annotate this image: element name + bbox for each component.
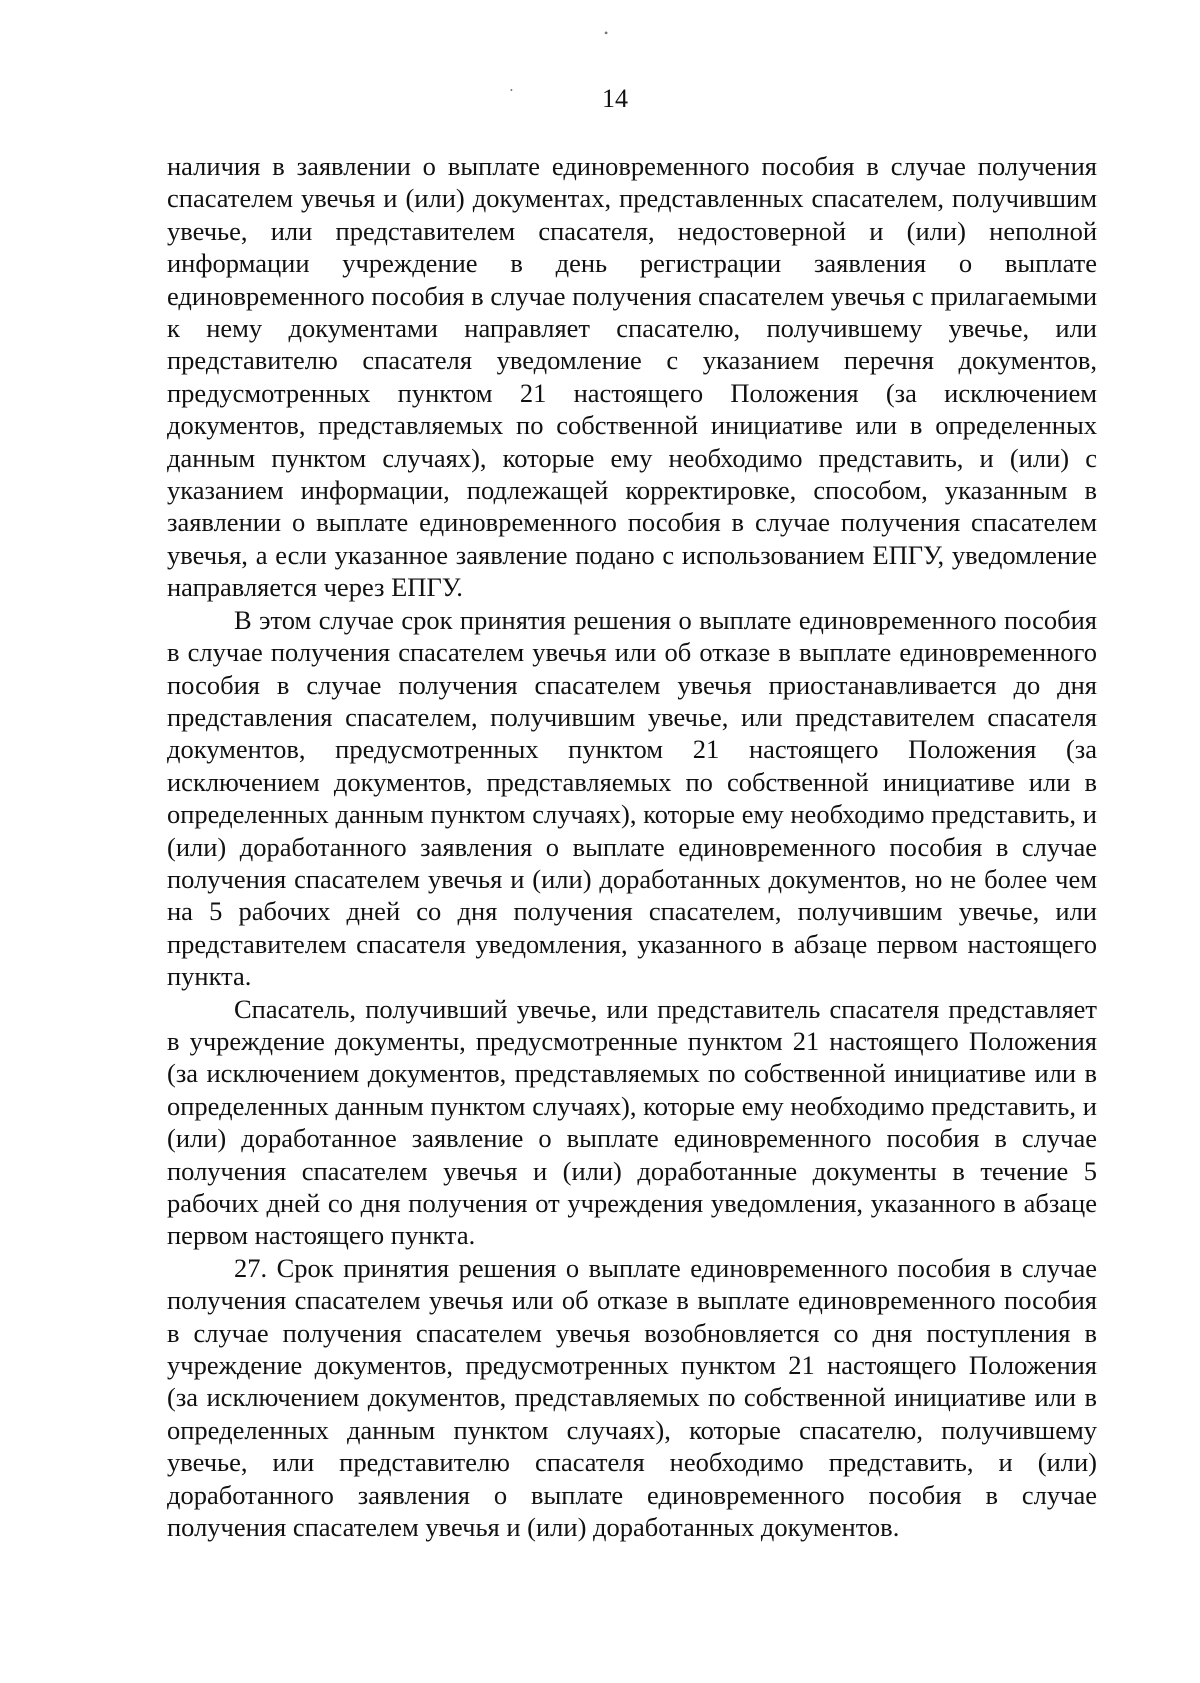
document-body [167, 150, 1097, 1543]
paragraph-suspension-term: В этом случае срок принятия решения о выплате единовременного пособия в случае получения спасателем увечья или об отказе в выплате единовременного пособия в случае получения спасателем увечья приостанавливается до дня представления спасателем, получившим увечье, или представителем спасателя документов, предусмотренных пунктом 21 настоящего Положения (за исключением документов, представляемых по собственной инициативе или в определенных данным пунктом случаях), которые ему необходимо представить, и (или) доработанного заявления о выплате единовременного пособия в случае получения спасателем увечья и (или) доработанных документов, но не более чем на 5 рабочих дней со дня получения спасателем, получившим увечье, или представителем спасателя уведомления, указанного в абзаце первом настоящего пункта. [167, 604, 1097, 992]
paragraph-continued: наличия в заявлении о выплате единовременного пособия в случае получения спасателем увечья и (или) документах, представленных спасателем, получившим увечье, или представителем спасателя, недостоверной и (или) неполной информации учреждение в день регистрации заявления о выплате единовременного пособия в случае получения спасателем увечья с прилагаемыми к нему документами направляет спасателю, получившему увечье, или представителю спасателя уведомление с указанием перечня документов, предусмотренных пунктом 21 настоящего Положения (за исключением документов, представляемых по собственной инициативе или в определенных данным пунктом случаях), которые ему необходимо представить, и (или) с указанием информации, подлежащей корректировке, способом, указанным в заявлении о выплате единовременного пособия в случае получения спасателем увечья, а если указанное заявление подано с использованием ЕПГУ, уведомление направляется через ЕПГУ. [167, 151, 1097, 603]
scan-speck: • [510, 86, 513, 95]
scan-speck: • [604, 26, 609, 40]
paragraph-item-27: 27. Срок принятия решения о выплате единовременного пособия в случае получения спасателем увечья или об отказе в выплате единовременного пособия в случае получения спасателем увечья возобновляется со дня поступления в учреждение документов, предусмотренных пунктом 21 настоящего Положения (за исключением документов, представляемых по собственной инициативе или в определенных данным пунктом случаях), которые спасателю, получившему увечье, или представителю спасателя необходимо представить, и (или) доработанного заявления о выплате единовременного пособия в случае получения спасателем увечья и (или) доработанных документов. [167, 1252, 1097, 1543]
page-number: 14 [602, 84, 628, 113]
paragraph-document-submission: Спасатель, получивший увечье, или представитель спасателя представляет в учреждение документы, предусмотренные пунктом 21 настоящего Положения (за исключением документов, представляемых по собственной инициативе или в определенных данным пунктом случаях), которые ему необходимо представить, и (или) доработанное заявление о выплате единовременного пособия в случае получения спасателем увечья и (или) доработанные документы в течение 5 рабочих дней со дня получения от учреждения уведомления, указанного в абзаце первом настоящего пункта. [167, 993, 1097, 1251]
